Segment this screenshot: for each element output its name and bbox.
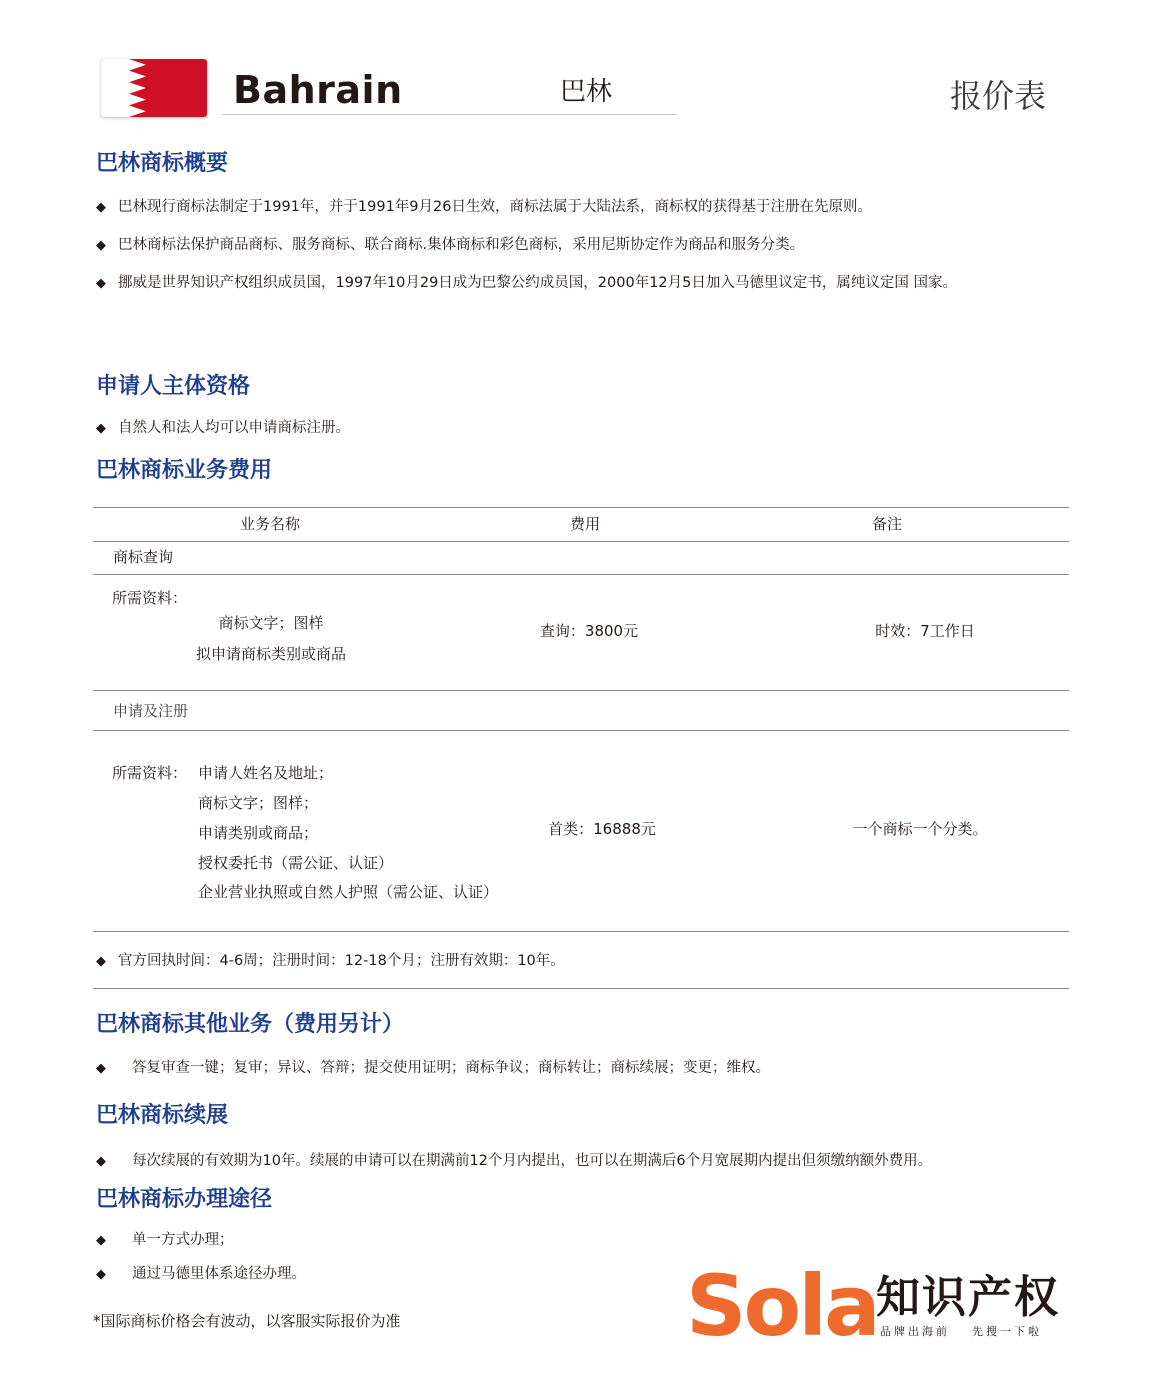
section-title-eligibility: 申请人主体资格 (96, 374, 251, 399)
registration-material: 企业营业执照或自然人护照（需公证、认证） (198, 883, 499, 901)
header-divider (222, 114, 676, 115)
table-row-rule (93, 690, 1069, 691)
registration-material: 申请类别或商品； (198, 824, 319, 842)
routes-item: ◆ 单一方式办理； (96, 1230, 234, 1251)
registration-material: 商标文字；图样； (198, 794, 319, 812)
quote-title: 报价表 (950, 77, 1047, 115)
section-title-routes: 巴林商标办理途径 (96, 1187, 273, 1212)
bullet-icon: ◆ (96, 1061, 106, 1076)
search-material: 商标文字；图样 (218, 614, 324, 632)
table-header-service: 业务名称 (239, 515, 301, 533)
brand-slogan: 品牌出海前 先搜一下啦 (880, 1325, 1042, 1338)
overview-item: ◆ 挪威是世界知识产权组织成员国，1997年10月29日成为巴黎公约成员国，2000年12月5日加入马德里议定书，属纯议定国 国家。 (96, 273, 957, 294)
timeline-note: ◆ 官方回执时间：4-6周；注册时间：12-18个月；注册有效期：10年。 (96, 951, 565, 972)
section-title-other-services: 巴林商标其他业务（费用另计） (96, 1012, 405, 1037)
table-header-fee: 费用 (569, 515, 601, 533)
country-name-zh: 巴林 (560, 77, 613, 107)
service-name-registration: 申请及注册 (113, 702, 189, 720)
table-row-rule (93, 574, 1069, 575)
search-material: 拟申请商标类别或商品 (195, 645, 347, 663)
routes-item: ◆ 通过马德里体系途径办理。 (96, 1264, 306, 1285)
table-row-rule (93, 730, 1069, 731)
search-fee: 查询：3800元 (539, 622, 639, 640)
bullet-icon: ◆ (96, 200, 106, 215)
bullet-icon: ◆ (96, 421, 106, 436)
other-services-item: ◆ 答复审查一键；复审；异议、答辩；提交使用证明；商标争议；商标转让；商标续展；变更；维权。 (96, 1058, 770, 1079)
section-title-renewal: 巴林商标续展 (96, 1103, 229, 1128)
registration-note: 一个商标一个分类。 (852, 820, 988, 838)
registration-materials-label: 所需资料： (112, 764, 188, 782)
search-note: 时效：7工作日 (875, 622, 975, 640)
price-disclaimer: *国际商标价格会有波动，以客服实际报价为准 (93, 1312, 401, 1330)
country-name-en: Bahrain (233, 68, 403, 112)
registration-material: 授权委托书（需公证、认证） (198, 854, 394, 872)
registration-fee: 首类：16888元 (548, 820, 656, 838)
table-header-note: 备注 (871, 515, 903, 533)
service-name-search: 商标查询 (113, 548, 174, 566)
table-top-rule (93, 507, 1069, 508)
bahrain-flag (101, 59, 207, 117)
brand-name-zh: 知识产权 (876, 1272, 1060, 1323)
overview-item: ◆ 巴林现行商标法制定于1991年，并于1991年9月26日生效，商标法属于大陆法系，商标权的获得基于注册在先原则。 (96, 197, 872, 218)
bullet-icon: ◆ (96, 1154, 106, 1169)
registration-material: 申请人姓名及地址； (198, 764, 334, 782)
section-title-overview: 巴林商标概要 (96, 151, 229, 176)
table-header-rule (93, 541, 1069, 542)
table-bottom-rule (93, 988, 1069, 989)
renewal-item: ◆ 每次续展的有效期为10年。续展的申请可以在期满前12个月内提出，也可以在期满后6个月宽展期内提出但须缴纳额外费用。 (96, 1151, 932, 1172)
bullet-icon: ◆ (96, 276, 106, 291)
table-row-rule (93, 931, 1069, 932)
section-title-fees: 巴林商标业务费用 (96, 458, 273, 483)
bullet-icon: ◆ (96, 1267, 106, 1282)
bullet-icon: ◆ (96, 954, 106, 969)
sola-logo: Sola (686, 1257, 878, 1355)
eligibility-item: ◆ 自然人和法人均可以申请商标注册。 (96, 418, 350, 439)
overview-item: ◆ 巴林商标法保护商品商标、服务商标、联合商标.集体商标和彩色商标，采用尼斯协定作为商品和服务分类。 (96, 235, 804, 256)
bullet-icon: ◆ (96, 1233, 106, 1248)
bullet-icon: ◆ (96, 238, 106, 253)
search-materials-label: 所需资料： (112, 589, 188, 607)
